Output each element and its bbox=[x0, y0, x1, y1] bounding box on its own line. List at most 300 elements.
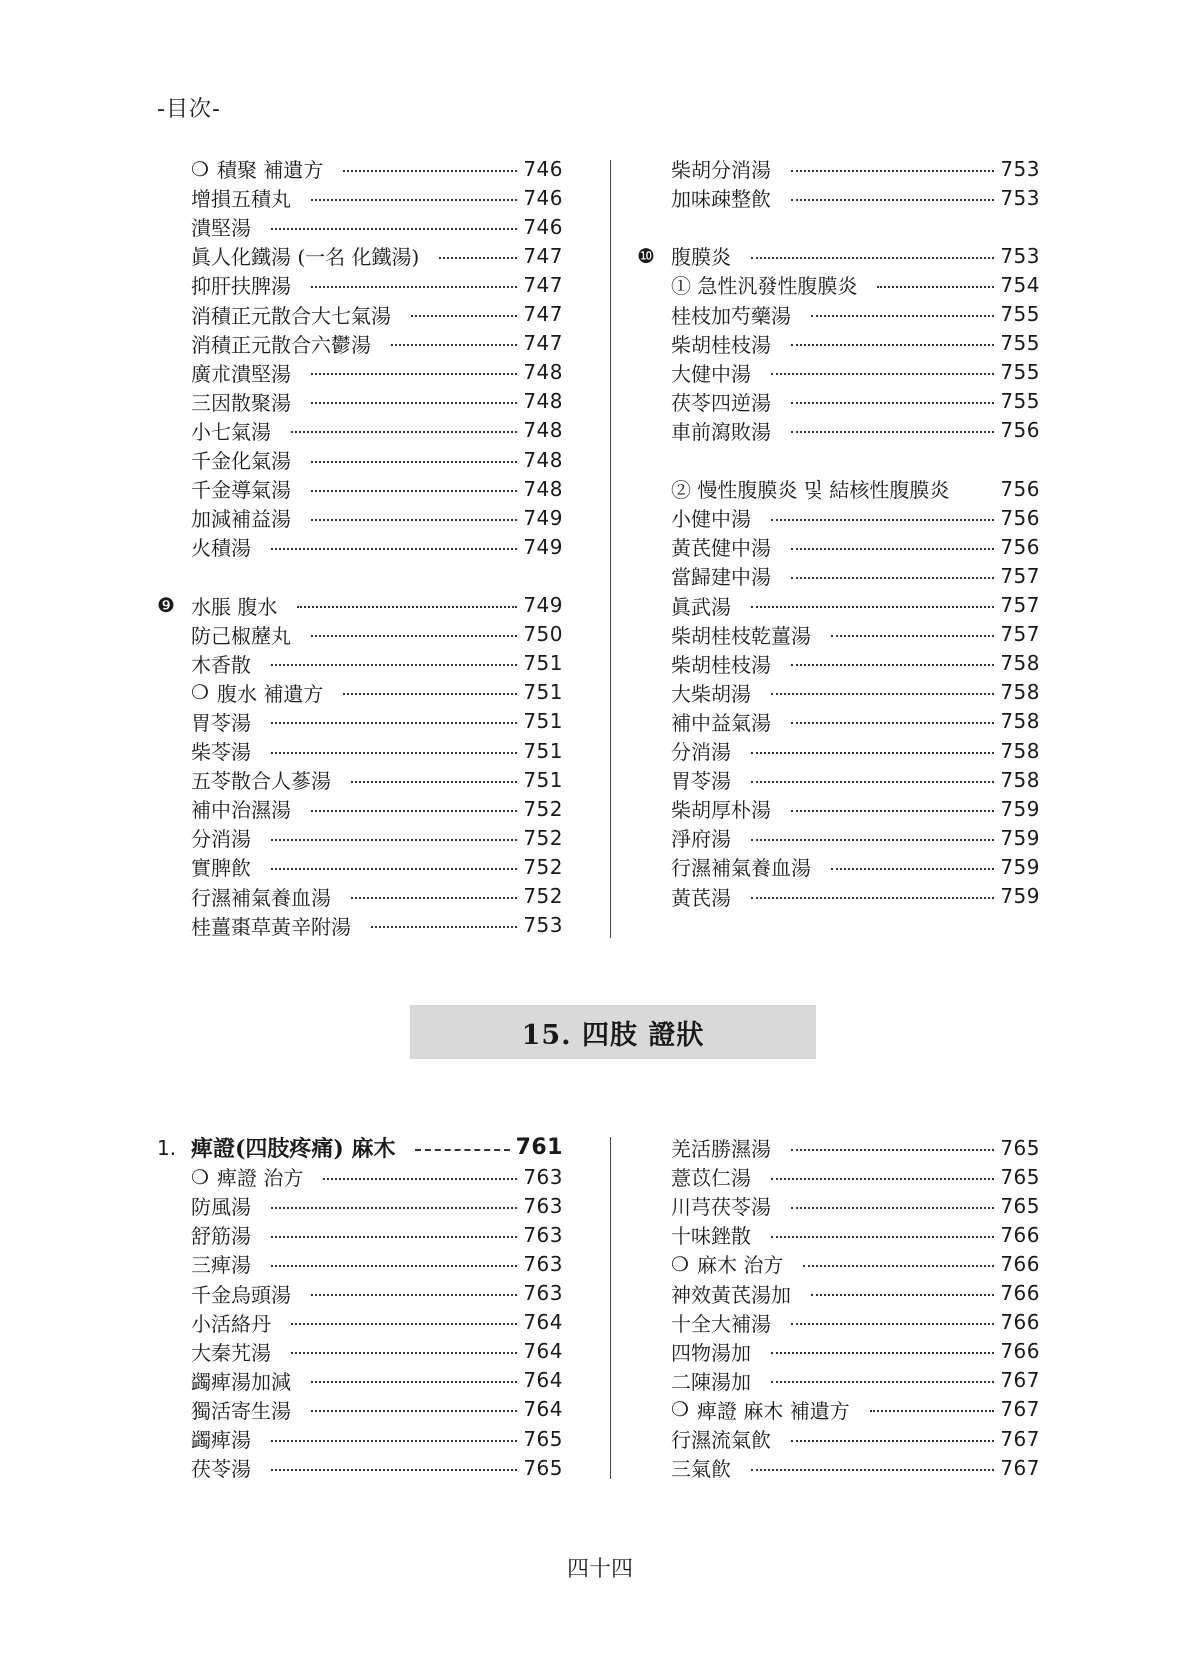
dot-leader bbox=[271, 722, 517, 724]
entry-title: 薏苡仁湯 bbox=[671, 1166, 751, 1191]
dot-leader bbox=[791, 548, 994, 550]
entry-title: 防風湯 bbox=[191, 1195, 251, 1220]
entry-page-number: 751 bbox=[523, 709, 563, 734]
toc-entry bbox=[191, 1308, 563, 1337]
entry-title: 加減補益湯 bbox=[191, 507, 291, 532]
entry-title: 行濕流氣飮 bbox=[671, 1428, 771, 1452]
entry-marker: ❍ bbox=[191, 680, 209, 705]
entry-page-number: 763 bbox=[523, 1222, 563, 1247]
dot-leader bbox=[343, 170, 517, 172]
toc-entry bbox=[191, 474, 563, 503]
entry-title: 小健中湯 bbox=[671, 507, 751, 532]
dot-leader bbox=[791, 664, 994, 666]
dot-leader bbox=[791, 722, 994, 724]
toc-entry bbox=[671, 591, 1040, 620]
entry-title: 木香散 bbox=[191, 652, 251, 677]
toc-entry bbox=[191, 300, 563, 329]
entry-title: 增損五積丸 bbox=[191, 187, 291, 212]
entry-page-number: 767 bbox=[1000, 1426, 1040, 1451]
entry-page-number: 757 bbox=[1000, 593, 1040, 617]
dot-leader bbox=[791, 199, 994, 201]
dot-leader bbox=[271, 1469, 517, 1471]
toc-entry bbox=[671, 823, 1040, 852]
entry-title: 千金化氣湯 bbox=[191, 449, 291, 473]
entry-page-number: 766 bbox=[1000, 1339, 1040, 1364]
toc-entry bbox=[671, 270, 1040, 299]
entry-title: 分消湯 bbox=[671, 740, 731, 764]
entry-title: 十味銼散 bbox=[671, 1224, 751, 1249]
toc-entry bbox=[191, 387, 563, 416]
entry-title: 柴胡桂枝湯 bbox=[671, 652, 771, 677]
page-number: 四十四 bbox=[566, 1557, 633, 1582]
dot-leader bbox=[351, 781, 517, 783]
toc-entry bbox=[191, 707, 563, 736]
section-title: 15. 四肢 證狀 bbox=[521, 1019, 705, 1051]
toc-entry bbox=[191, 1191, 563, 1220]
toc-entry bbox=[671, 1424, 1040, 1453]
entry-title: 防己椒藶丸 bbox=[191, 623, 291, 648]
toc-entry bbox=[671, 183, 1040, 212]
toc-entry bbox=[671, 1337, 1040, 1366]
entry-page-number: 766 bbox=[1000, 1222, 1040, 1247]
entry-title: 眞人化鐵湯 (一名 化鐵湯) bbox=[191, 245, 420, 270]
entry-page-number: 753 bbox=[1000, 243, 1040, 268]
toc-entry bbox=[671, 1133, 1040, 1162]
dot-leader bbox=[791, 170, 994, 172]
dot-leader bbox=[271, 1265, 517, 1267]
entry-title: 麻木 治方 bbox=[697, 1253, 784, 1278]
entry-title: 柴胡分消湯 bbox=[671, 158, 771, 182]
toc-entry bbox=[191, 1366, 563, 1395]
toc-entry bbox=[191, 882, 563, 911]
entry-page-number: 753 bbox=[1000, 156, 1040, 181]
dot-leader bbox=[297, 606, 517, 608]
dot-leader bbox=[271, 228, 517, 230]
entry-page-number: 766 bbox=[1000, 1281, 1040, 1305]
toc-entry bbox=[671, 154, 1040, 183]
entry-page-number: 746 bbox=[523, 214, 563, 239]
dot-leader bbox=[271, 664, 517, 666]
entry-title: 實脾飮 bbox=[191, 856, 251, 881]
toc-entry bbox=[671, 532, 1040, 561]
entry-title: 補中益氣湯 bbox=[671, 710, 771, 735]
entry-title: 胃苓湯 bbox=[191, 710, 251, 735]
toc-entry bbox=[191, 329, 563, 358]
entry-page-number: 758 bbox=[1000, 767, 1040, 792]
entry-page-number: 763 bbox=[523, 1193, 563, 1218]
entry-title: 消積正元散合大七氣湯 bbox=[191, 303, 391, 328]
entry-page-number: 759 bbox=[1000, 884, 1040, 908]
entry-page-number: 767 bbox=[1000, 1397, 1040, 1422]
entry-title: 腹水 補遺方 bbox=[217, 681, 324, 706]
entry-page-number: 753 bbox=[1000, 185, 1040, 210]
toc-entry bbox=[157, 1133, 563, 1162]
entry-marker: ❍ bbox=[671, 1251, 689, 1276]
entry-page-number: 749 bbox=[523, 505, 563, 530]
entry-title: 痺證 麻木 補遺方 bbox=[697, 1398, 850, 1423]
dot-leader bbox=[791, 1440, 994, 1442]
toc-entry bbox=[671, 736, 1040, 765]
entry-title: 五苓散合人蔘湯 bbox=[191, 769, 331, 794]
entry-title: 柴胡厚朴湯 bbox=[671, 798, 771, 823]
dot-leader bbox=[311, 286, 517, 288]
entry-page-number: 758 bbox=[1000, 738, 1040, 763]
entry-title: 三痺湯 bbox=[191, 1253, 251, 1278]
entry-page-number: 748 bbox=[523, 389, 563, 414]
entry-title: 小活絡丹 bbox=[191, 1311, 271, 1336]
entry-page-number: 751 bbox=[523, 738, 563, 763]
dot-leader bbox=[751, 1469, 994, 1471]
entry-page-number: 747 bbox=[523, 302, 563, 326]
toc-entry bbox=[671, 387, 1040, 416]
dot-leader bbox=[291, 431, 517, 433]
column-divider-bottom bbox=[610, 1137, 611, 1479]
entry-page-number: 765 bbox=[1000, 1135, 1040, 1160]
entry-title: 羌活勝濕湯 bbox=[671, 1137, 771, 1161]
entry-page-number: 758 bbox=[1000, 651, 1040, 676]
entry-page-number: 747 bbox=[523, 331, 563, 356]
dot-leader bbox=[771, 1352, 994, 1354]
dot-leader bbox=[311, 402, 517, 404]
toc-entry bbox=[671, 1249, 1040, 1278]
dot-leader bbox=[771, 373, 994, 375]
toc-entry bbox=[157, 591, 563, 620]
dot-leader bbox=[791, 810, 994, 812]
entry-page-number: 765 bbox=[523, 1455, 563, 1480]
entry-title: 大健中湯 bbox=[671, 361, 751, 386]
toc-entry bbox=[671, 561, 1040, 590]
toc-entry bbox=[191, 649, 563, 678]
entry-page-number: 765 bbox=[1000, 1164, 1040, 1189]
entry-title: 大秦艽湯 bbox=[191, 1340, 271, 1365]
toc-entry bbox=[191, 154, 563, 183]
dot-leader bbox=[311, 1294, 517, 1296]
entry-page-number: 758 bbox=[1000, 709, 1040, 734]
entry-page-number: 759 bbox=[1000, 854, 1040, 879]
toc-entry bbox=[191, 852, 563, 881]
toc-entry bbox=[191, 1337, 563, 1366]
dot-leader bbox=[271, 868, 517, 870]
entry-title: 行濕補氣養血湯 bbox=[671, 856, 811, 881]
toc-entry bbox=[671, 678, 1040, 707]
toc-entry bbox=[191, 270, 563, 299]
entry-title: 十全大補湯 bbox=[671, 1311, 771, 1336]
entry-marker: ❍ bbox=[191, 1164, 209, 1189]
dot-leader bbox=[771, 1381, 994, 1383]
entry-page-number: 752 bbox=[523, 825, 563, 850]
dot-leader bbox=[311, 199, 517, 201]
entry-page-number: 756 bbox=[1000, 476, 1040, 501]
dot-leader bbox=[877, 286, 994, 288]
entry-page-number: 747 bbox=[523, 243, 563, 268]
dot-leader bbox=[751, 752, 994, 754]
toc-entry bbox=[191, 911, 563, 940]
entry-page-number: 756 bbox=[1000, 418, 1040, 443]
dot-leader bbox=[351, 897, 517, 899]
toc-entry bbox=[191, 445, 563, 474]
entry-page-number: 752 bbox=[523, 884, 563, 908]
toc-entry bbox=[191, 823, 563, 852]
entry-title: 黃芪湯 bbox=[671, 885, 731, 910]
entry-title: 火積湯 bbox=[191, 536, 251, 561]
toc-entry bbox=[191, 1249, 563, 1278]
dot-leader bbox=[751, 606, 994, 608]
entry-page-number: 764 bbox=[523, 1339, 563, 1364]
dot-leader bbox=[751, 257, 994, 259]
entry-page-number: 747 bbox=[523, 272, 563, 297]
dot-leader bbox=[371, 926, 517, 928]
entry-title: 腹膜炎 bbox=[671, 245, 731, 270]
dot-leader bbox=[791, 344, 994, 346]
entry-page-number: 748 bbox=[523, 476, 563, 501]
toc-entry bbox=[671, 1220, 1040, 1249]
dot-leader bbox=[771, 1236, 994, 1238]
entry-title: 痺證(四肢疼痛) 麻木 bbox=[191, 1136, 396, 1162]
toc-entry bbox=[671, 852, 1040, 881]
entry-title: 川芎茯苓湯 bbox=[671, 1195, 771, 1220]
entry-page-number: 754 bbox=[1000, 272, 1040, 297]
entry-title: 眞武湯 bbox=[671, 594, 731, 619]
dot-leader bbox=[271, 1207, 517, 1209]
entry-title: 痺證 治方 bbox=[217, 1166, 304, 1191]
entry-page-number: 751 bbox=[523, 680, 563, 705]
entry-title: 水脹 腹水 bbox=[191, 594, 278, 619]
entry-page-number: 752 bbox=[523, 854, 563, 879]
entry-title: 桂薑棗草黃辛附湯 bbox=[191, 914, 351, 939]
entry-title: 蠲痺湯加減 bbox=[191, 1369, 291, 1394]
entry-title: 桂枝加芍藥湯 bbox=[671, 303, 791, 328]
entry-marker: ❿ bbox=[637, 243, 655, 268]
dot-leader bbox=[311, 810, 517, 812]
entry-title: 柴胡桂枝湯 bbox=[671, 332, 771, 357]
entry-page-number: 752 bbox=[523, 796, 563, 821]
entry-title: 車前瀉敗湯 bbox=[671, 419, 771, 444]
entry-title: 茯苓四逆湯 bbox=[671, 390, 771, 415]
toc-entry bbox=[671, 416, 1040, 445]
entry-title: 舒筋湯 bbox=[191, 1224, 251, 1249]
toc-entry bbox=[191, 736, 563, 765]
dot-leader bbox=[343, 693, 517, 695]
entry-title: 廣朮潰堅湯 bbox=[191, 361, 291, 386]
toc-entry bbox=[191, 532, 563, 561]
entry-title: 千金烏頭湯 bbox=[191, 1282, 291, 1307]
dot-leader bbox=[771, 693, 994, 695]
entry-page-number: 757 bbox=[1000, 622, 1040, 647]
dot-leader bbox=[791, 1149, 994, 1151]
entry-page-number: 753 bbox=[523, 913, 563, 938]
entry-page-number: 766 bbox=[1000, 1310, 1040, 1335]
dot-leader bbox=[271, 548, 517, 550]
entry-title: 四物湯加 bbox=[671, 1340, 751, 1365]
toc-entry bbox=[191, 503, 563, 532]
toc-entry bbox=[671, 620, 1040, 649]
dot-leader bbox=[271, 752, 517, 754]
entry-title: 大柴胡湯 bbox=[671, 681, 751, 706]
entry-page-number: 767 bbox=[1000, 1368, 1040, 1393]
dot-leader bbox=[311, 1410, 517, 1412]
toc-entry bbox=[191, 1279, 563, 1308]
entry-page-number: 767 bbox=[1000, 1455, 1040, 1480]
dot-leader bbox=[271, 1440, 517, 1442]
entry-title: 三氣飮 bbox=[671, 1457, 731, 1482]
toc-entry bbox=[191, 1424, 563, 1453]
dot-leader bbox=[811, 315, 994, 317]
entry-page-number: 748 bbox=[523, 360, 563, 385]
toc-entry bbox=[671, 1395, 1040, 1424]
entry-page-number: 759 bbox=[1000, 796, 1040, 821]
entry-page-number: 757 bbox=[1000, 563, 1040, 588]
entry-page-number: 751 bbox=[523, 651, 563, 676]
entry-title: 分消湯 bbox=[191, 827, 251, 852]
entry-marker: ❍ bbox=[671, 1397, 689, 1422]
entry-page-number: 763 bbox=[523, 1251, 563, 1276]
entry-page-number: 746 bbox=[523, 185, 563, 210]
entry-title: 神效黃芪湯加 bbox=[671, 1282, 791, 1307]
toc-entry bbox=[671, 649, 1040, 678]
entry-title: 三因散聚湯 bbox=[191, 390, 291, 415]
entry-title: 茯苓湯 bbox=[191, 1457, 251, 1482]
dot-leader bbox=[311, 1381, 517, 1383]
toc-entry bbox=[671, 1279, 1040, 1308]
toc-entry bbox=[191, 1395, 563, 1424]
toc-entry bbox=[671, 707, 1040, 736]
entry-page-number: 756 bbox=[1000, 534, 1040, 559]
entry-page-number: 748 bbox=[523, 447, 563, 472]
toc-entry bbox=[671, 1191, 1040, 1220]
toc-entry bbox=[671, 1162, 1040, 1191]
entry-title: 柴胡桂枝乾薑湯 bbox=[671, 623, 811, 648]
toc-entry bbox=[671, 765, 1040, 794]
dot-leader bbox=[791, 1323, 994, 1325]
dot-leader bbox=[751, 897, 994, 899]
entry-page-number: 758 bbox=[1000, 680, 1040, 705]
entry-title: ② 慢性腹膜炎 및 結核性腹膜炎 bbox=[671, 478, 950, 503]
entry-title: 柴苓湯 bbox=[191, 740, 251, 764]
toc-entry bbox=[191, 794, 563, 823]
entry-page-number: 764 bbox=[523, 1397, 563, 1422]
entry-title: 蠲痺湯 bbox=[191, 1428, 251, 1452]
dot-leader bbox=[323, 1178, 517, 1180]
entry-page-number: 761 bbox=[515, 1135, 563, 1160]
entry-page-number: 755 bbox=[1000, 389, 1040, 414]
entry-page-number: 765 bbox=[523, 1426, 563, 1451]
entry-page-number: 755 bbox=[1000, 302, 1040, 326]
entry-page-number: 748 bbox=[523, 418, 563, 443]
toc-entry bbox=[671, 329, 1040, 358]
dot-leader bbox=[291, 1352, 517, 1354]
entry-page-number: 765 bbox=[1000, 1193, 1040, 1218]
entry-page-number: 755 bbox=[1000, 331, 1040, 356]
entry-page-number: 746 bbox=[523, 156, 563, 181]
dot-leader bbox=[271, 1236, 517, 1238]
entry-page-number: 749 bbox=[523, 593, 563, 617]
entry-marker: ❾ bbox=[157, 593, 175, 617]
toc-entry bbox=[191, 358, 563, 387]
entry-title: 補中治濕湯 bbox=[191, 798, 291, 823]
entry-title: 二陳湯加 bbox=[671, 1369, 751, 1394]
column-divider-top bbox=[610, 160, 611, 938]
entry-page-number: 749 bbox=[523, 534, 563, 559]
entry-title: 當歸建中湯 bbox=[671, 565, 771, 590]
entry-title: 潰堅湯 bbox=[191, 216, 251, 241]
toc-entry bbox=[671, 358, 1040, 387]
entry-title: 小七氣湯 bbox=[191, 419, 271, 444]
entry-page-number: 763 bbox=[523, 1164, 563, 1189]
toc-entry bbox=[671, 300, 1040, 329]
entry-title: 行濕補氣養血湯 bbox=[191, 885, 331, 910]
dot-leader bbox=[751, 781, 994, 783]
dot-leader bbox=[415, 1149, 509, 1151]
toc-entry bbox=[191, 1453, 563, 1482]
toc-entry bbox=[671, 882, 1040, 911]
dot-leader bbox=[311, 635, 517, 637]
entry-title: 淨府湯 bbox=[671, 827, 731, 852]
dot-leader bbox=[411, 315, 517, 317]
entry-page-number: 750 bbox=[523, 622, 563, 647]
dot-leader bbox=[311, 490, 517, 492]
entry-title: 千金導氣湯 bbox=[191, 478, 291, 503]
toc-entry bbox=[191, 765, 563, 794]
entry-page-number: 759 bbox=[1000, 825, 1040, 850]
dot-leader bbox=[791, 431, 994, 433]
entry-title: 黃芪健中湯 bbox=[671, 536, 771, 561]
toc-entry bbox=[671, 1366, 1040, 1395]
dot-leader bbox=[391, 344, 517, 346]
dot-leader bbox=[771, 1178, 994, 1180]
dot-leader bbox=[439, 257, 517, 259]
entry-page-number: 763 bbox=[523, 1281, 563, 1305]
toc-entry bbox=[191, 678, 563, 707]
dot-leader bbox=[271, 839, 517, 841]
entry-title: 獨活寄生湯 bbox=[191, 1398, 291, 1423]
entry-title: 胃苓湯 bbox=[671, 769, 731, 794]
page-header: -目次- bbox=[157, 97, 221, 122]
dot-leader bbox=[803, 1265, 994, 1267]
dot-leader bbox=[870, 1410, 995, 1412]
dot-leader bbox=[771, 519, 994, 521]
toc-entry bbox=[191, 241, 563, 270]
toc-entry bbox=[671, 794, 1040, 823]
toc-entry bbox=[191, 183, 563, 212]
toc-entry bbox=[191, 1162, 563, 1191]
dot-leader bbox=[311, 519, 517, 521]
dot-leader bbox=[291, 1323, 517, 1325]
toc-entry bbox=[671, 1308, 1040, 1337]
dot-leader bbox=[811, 1294, 994, 1296]
entry-page-number: 766 bbox=[1000, 1251, 1040, 1276]
entry-page-number: 751 bbox=[523, 767, 563, 792]
toc-entry bbox=[671, 1453, 1040, 1482]
dot-leader bbox=[791, 1207, 994, 1209]
dot-leader bbox=[791, 402, 994, 404]
entry-page-number: 764 bbox=[523, 1368, 563, 1393]
entry-page-number: 756 bbox=[1000, 505, 1040, 530]
dot-leader bbox=[311, 461, 517, 463]
toc-entry bbox=[191, 212, 563, 241]
entry-marker: ❍ bbox=[191, 156, 209, 181]
entry-title: 抑肝扶脾湯 bbox=[191, 274, 291, 299]
dot-leader bbox=[311, 373, 517, 375]
entry-title: 積聚 補遺方 bbox=[217, 158, 324, 182]
toc-entry bbox=[191, 620, 563, 649]
entry-title: 消積正元散合六鬱湯 bbox=[191, 332, 371, 357]
entry-page-number: 764 bbox=[523, 1310, 563, 1335]
toc-entry bbox=[671, 503, 1040, 532]
dot-leader bbox=[831, 635, 994, 637]
entry-page-number: 755 bbox=[1000, 360, 1040, 385]
entry-title: 加味疎整飮 bbox=[671, 187, 771, 212]
dot-leader bbox=[751, 839, 994, 841]
